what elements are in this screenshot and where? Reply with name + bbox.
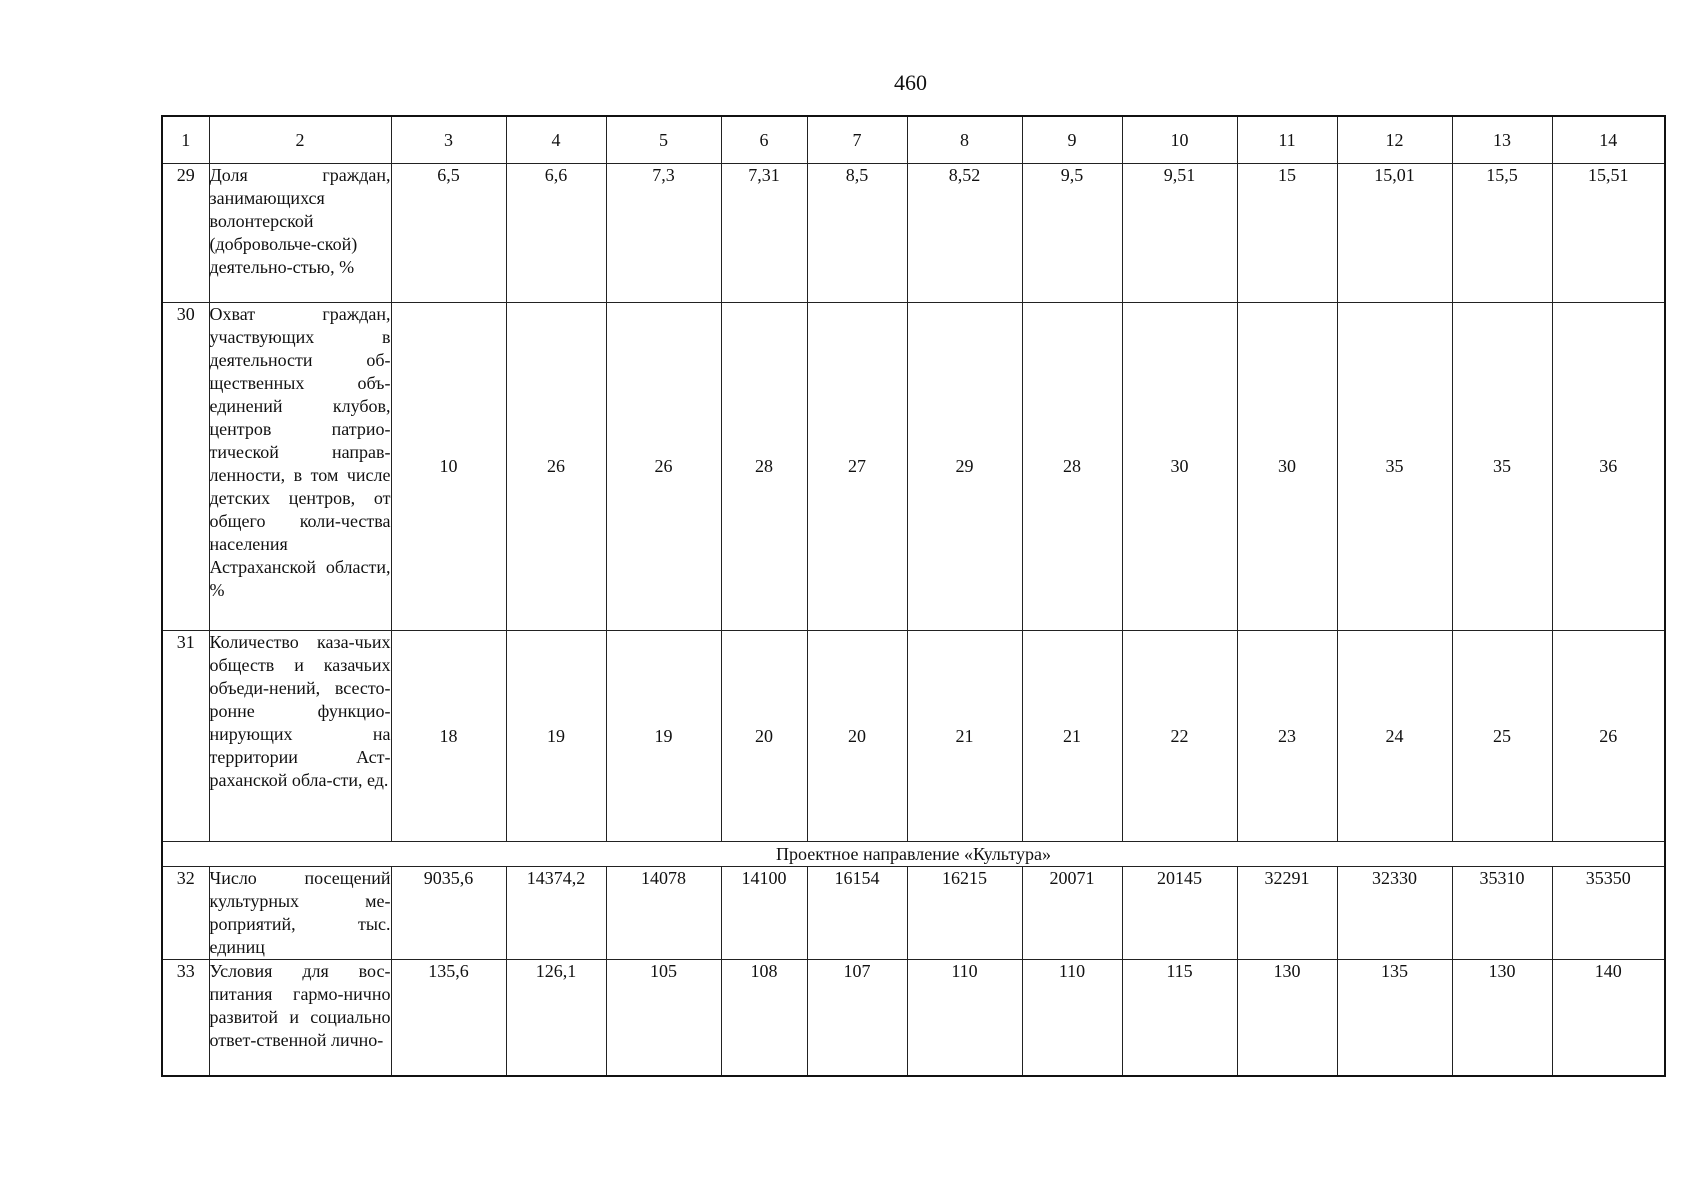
value-cell: 130 [1237, 960, 1337, 1077]
value-cell: 10 [391, 303, 506, 631]
column-header: 14 [1552, 116, 1665, 164]
value-cell: 16154 [807, 867, 907, 960]
row-number: 30 [162, 303, 209, 631]
value-cell: 135,6 [391, 960, 506, 1077]
value-cell: 18 [391, 631, 506, 842]
value-cell: 35350 [1552, 867, 1665, 960]
value-cell: 8,52 [907, 164, 1022, 303]
value-cell: 6,6 [506, 164, 606, 303]
section-row [162, 842, 1665, 867]
indicator-name: Охват граждан, участвующих в деятельности об-щественных объ-единений клубов, центров патрио-тической направ-ленности, в том числе детских центров, от общего коли-чества населения Астраханской области, % [209, 303, 391, 631]
value-cell: 30 [1237, 303, 1337, 631]
value-cell: 110 [907, 960, 1022, 1077]
value-cell: 30 [1122, 303, 1237, 631]
value-cell: 36 [1552, 303, 1665, 631]
value-cell: 110 [1022, 960, 1122, 1077]
value-cell: 22 [1122, 631, 1237, 842]
column-header: 6 [721, 116, 807, 164]
column-header: 13 [1452, 116, 1552, 164]
value-cell: 20 [807, 631, 907, 842]
value-cell: 21 [1022, 631, 1122, 842]
column-header: 10 [1122, 116, 1237, 164]
value-cell: 135 [1337, 960, 1452, 1077]
column-header: 9 [1022, 116, 1122, 164]
indicator-name: Число посещений культурных ме-роприятий, тыс. единиц [209, 867, 391, 960]
value-cell: 26 [1552, 631, 1665, 842]
value-cell: 28 [1022, 303, 1122, 631]
value-cell: 140 [1552, 960, 1665, 1077]
value-cell: 35310 [1452, 867, 1552, 960]
row-number: 29 [162, 164, 209, 303]
value-cell: 15,51 [1552, 164, 1665, 303]
value-cell: 14078 [606, 867, 721, 960]
page-number: 460 [894, 70, 927, 95]
row-number: 33 [162, 960, 209, 1077]
value-cell: 26 [506, 303, 606, 631]
value-cell: 14100 [721, 867, 807, 960]
value-cell: 29 [907, 303, 1022, 631]
value-cell: 24 [1337, 631, 1452, 842]
value-cell: 108 [721, 960, 807, 1077]
value-cell: 105 [606, 960, 721, 1077]
section-title: Проектное направление «Культура» [162, 842, 1665, 867]
column-number-row [162, 116, 1665, 164]
value-cell: 130 [1452, 960, 1552, 1077]
row-number: 32 [162, 867, 209, 960]
indicator-name: Количество каза-чьих обществ и казачьих объеди-нений, всесто-ронне функцио-нирующих на территории Аст-раханской обла-сти, ед. [209, 631, 391, 842]
table-row [162, 960, 1665, 1077]
value-cell: 21 [907, 631, 1022, 842]
value-cell: 16215 [907, 867, 1022, 960]
value-cell: 6,5 [391, 164, 506, 303]
indicator-name: Условия для вос-питания гармо-нично развитой и социально ответ-ственной лично- [209, 960, 391, 1077]
table-row [162, 303, 1665, 631]
value-cell: 7,31 [721, 164, 807, 303]
column-header: 7 [807, 116, 907, 164]
value-cell: 14374,2 [506, 867, 606, 960]
value-cell: 115 [1122, 960, 1237, 1077]
value-cell: 19 [606, 631, 721, 842]
column-header: 11 [1237, 116, 1337, 164]
value-cell: 20145 [1122, 867, 1237, 960]
table-row [162, 867, 1665, 960]
value-cell: 20 [721, 631, 807, 842]
value-cell: 26 [606, 303, 721, 631]
table-row [162, 164, 1665, 303]
value-cell: 15,01 [1337, 164, 1452, 303]
column-header: 8 [907, 116, 1022, 164]
column-header: 2 [209, 116, 391, 164]
value-cell: 35 [1337, 303, 1452, 631]
value-cell: 8,5 [807, 164, 907, 303]
value-cell: 126,1 [506, 960, 606, 1077]
value-cell: 19 [506, 631, 606, 842]
value-cell: 9,5 [1022, 164, 1122, 303]
row-number: 31 [162, 631, 209, 842]
value-cell: 23 [1237, 631, 1337, 842]
value-cell: 35 [1452, 303, 1552, 631]
value-cell: 32330 [1337, 867, 1452, 960]
value-cell: 107 [807, 960, 907, 1077]
column-header: 5 [606, 116, 721, 164]
value-cell: 15,5 [1452, 164, 1552, 303]
indicators-table [161, 115, 1666, 1077]
value-cell: 25 [1452, 631, 1552, 842]
column-header: 12 [1337, 116, 1452, 164]
value-cell: 27 [807, 303, 907, 631]
value-cell: 9035,6 [391, 867, 506, 960]
value-cell: 32291 [1237, 867, 1337, 960]
indicator-name: Доля граждан, занимающихся волонтерской (добровольче-ской) деятельно-стью, % [209, 164, 391, 303]
column-header: 1 [162, 116, 209, 164]
value-cell: 28 [721, 303, 807, 631]
value-cell: 15 [1237, 164, 1337, 303]
column-header: 3 [391, 116, 506, 164]
value-cell: 7,3 [606, 164, 721, 303]
table-row [162, 631, 1665, 842]
value-cell: 20071 [1022, 867, 1122, 960]
column-header: 4 [506, 116, 606, 164]
value-cell: 9,51 [1122, 164, 1237, 303]
